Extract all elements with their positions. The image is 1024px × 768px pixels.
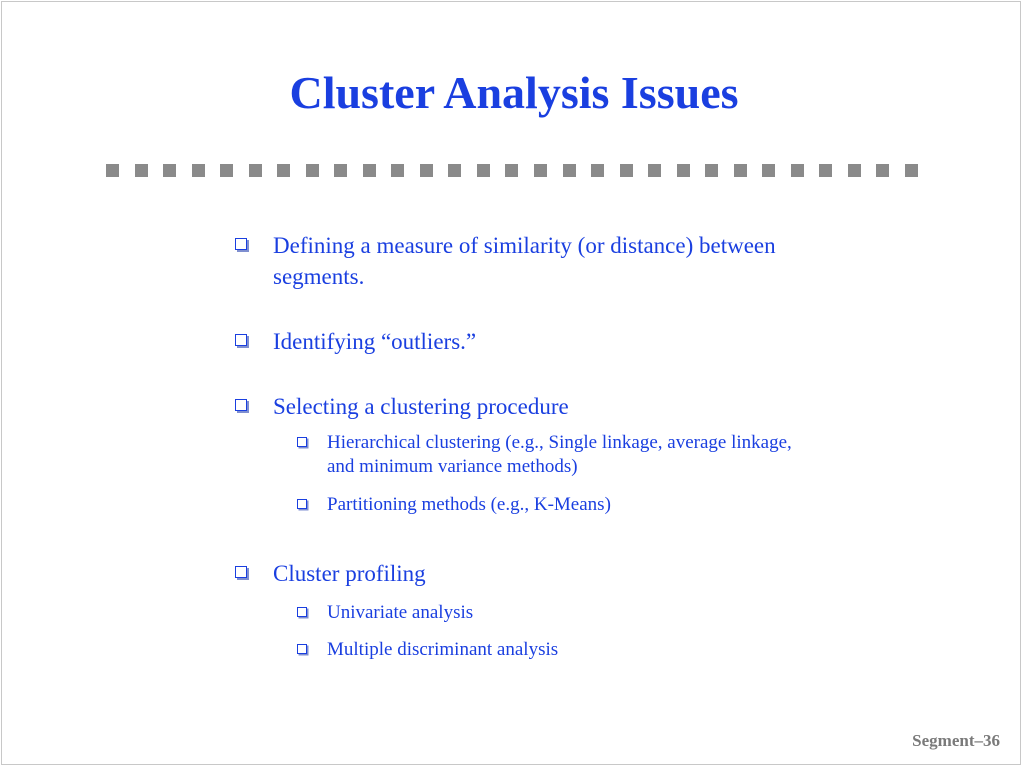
bullet-text: Selecting a clustering procedure: [273, 394, 569, 419]
square-dot-icon: [306, 164, 319, 177]
square-dot-icon: [220, 164, 233, 177]
square-dot-icon: [677, 164, 690, 177]
square-dot-icon: [876, 164, 889, 177]
square-dot-icon: [249, 164, 262, 177]
slide-number: Segment–36: [912, 731, 1000, 750]
bullet-text: Cluster profiling: [273, 561, 426, 586]
sub-bullet-text: Multiple discriminant analysis: [327, 639, 559, 660]
square-dot-icon: [819, 164, 832, 177]
square-dot-icon: [420, 164, 433, 177]
square-dot-icon: [163, 164, 176, 177]
sub-bullet-text: Partitioning methods (e.g., K-Means): [327, 494, 611, 515]
bullet-text: Defining a measure of similarity (or distance) between segments.: [273, 233, 776, 289]
square-bullet-icon: [235, 334, 247, 346]
square-dot-icon: [620, 164, 633, 177]
square-bullet-icon: [297, 644, 307, 654]
square-dot-icon: [762, 164, 775, 177]
sub-bullet-item: [295, 493, 854, 517]
square-dot-icon: [848, 164, 861, 177]
slide: [1, 1, 1021, 765]
square-dot-icon: [705, 164, 718, 177]
bullet-item: [234, 558, 854, 589]
square-dot-icon: [563, 164, 576, 177]
square-dot-icon: [391, 164, 404, 177]
slide-title: Cluster Analysis Issues: [289, 67, 739, 118]
square-dot-icon: [334, 164, 347, 177]
square-bullet-icon: [235, 566, 247, 578]
square-dot-icon: [505, 164, 518, 177]
square-bullet-icon: [297, 499, 307, 509]
bullet-item: [234, 230, 854, 292]
square-dot-icon: [277, 164, 290, 177]
square-dot-icon: [534, 164, 547, 177]
square-dot-icon: [905, 164, 918, 177]
square-dot-icon: [734, 164, 747, 177]
square-dot-icon: [363, 164, 376, 177]
square-bullet-icon: [297, 607, 307, 617]
square-dot-icon: [591, 164, 604, 177]
sub-bullet-item: [295, 431, 817, 479]
square-dot-icon: [477, 164, 490, 177]
square-dot-icon: [791, 164, 804, 177]
square-bullet-icon: [235, 238, 247, 250]
sub-bullet-item: [295, 638, 854, 662]
square-dot-icon: [135, 164, 148, 177]
bullet-item: [234, 326, 854, 357]
bullet-list: [234, 230, 854, 662]
square-bullet-icon: [297, 437, 307, 447]
sub-bullet-item: [295, 601, 854, 625]
bullet-item: [234, 391, 854, 422]
square-dot-icon: [448, 164, 461, 177]
square-bullet-icon: [235, 399, 247, 411]
square-dot-icon: [192, 164, 205, 177]
bullet-text: Identifying “outliers.”: [273, 329, 477, 354]
square-dot-icon: [106, 164, 119, 177]
sub-bullet-text: Hierarchical clustering (e.g., Single linkage, average linkage, and minimum variance methods): [327, 432, 792, 477]
dotted-divider: [106, 164, 918, 178]
square-dot-icon: [648, 164, 661, 177]
sub-bullet-text: Univariate analysis: [327, 602, 474, 623]
